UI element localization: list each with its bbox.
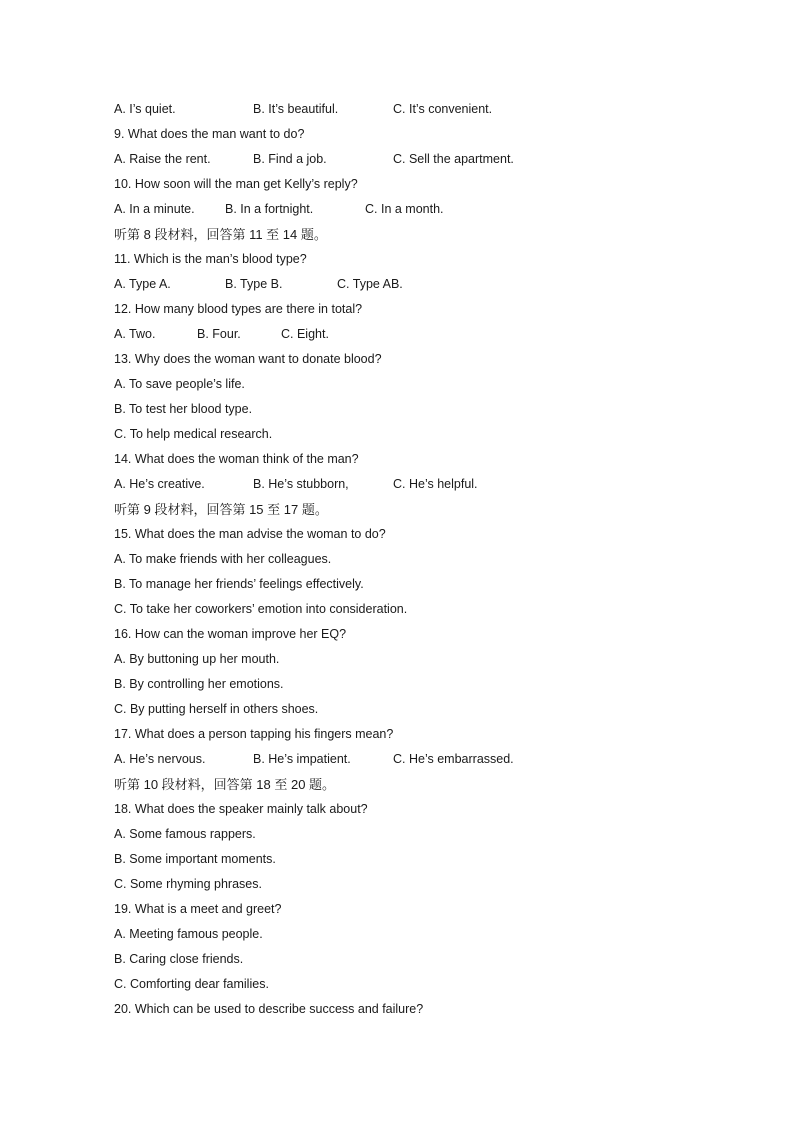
option-b: B. Find a job. xyxy=(253,152,327,166)
section-heading-8: 听第 8 段材料，回答第 11 至 14 题。 xyxy=(114,227,327,242)
option-a: A. Meeting famous people. xyxy=(114,927,263,941)
document-page xyxy=(114,97,714,1022)
option-b: B. He’s stubborn, xyxy=(253,477,349,491)
question-20: 20. Which can be used to describe success and failure? xyxy=(114,1002,424,1016)
question-10: 10. How soon will the man get Kelly’s reply? xyxy=(114,177,358,191)
option-b: B. By controlling her emotions. xyxy=(114,677,284,691)
option-a: A. To make friends with her colleagues. xyxy=(114,552,332,566)
option-a: A. Two. xyxy=(114,327,156,341)
option-c: C. To help medical research. xyxy=(114,427,273,441)
question-19: 19. What is a meet and greet? xyxy=(114,902,282,916)
option-c: C. It’s convenient. xyxy=(393,102,493,116)
option-c: C. Comforting dear families. xyxy=(114,977,269,991)
option-b: B. Type B. xyxy=(225,277,283,291)
option-a: A. By buttoning up her mouth. xyxy=(114,652,280,666)
question-16: 16. How can the woman improve her EQ? xyxy=(114,627,347,641)
option-b: B. Some important moments. xyxy=(114,852,276,866)
options-row xyxy=(114,147,714,172)
question-11: 11. Which is the man’s blood type? xyxy=(114,252,307,266)
question-17: 17. What does a person tapping his fingers mean? xyxy=(114,727,394,741)
section-heading-9: 听第 9 段材料，回答第 15 至 17 题。 xyxy=(114,502,328,517)
option-a: A. Some famous rappers. xyxy=(114,827,256,841)
option-c: C. Sell the apartment. xyxy=(393,152,514,166)
option-b: B. To test her blood type. xyxy=(114,402,253,416)
option-b: B. Caring close friends. xyxy=(114,952,244,966)
question-14: 14. What does the woman think of the man? xyxy=(114,452,359,466)
option-c: C. He’s helpful. xyxy=(393,477,478,491)
section-heading-10: 听第 10 段材料，回答第 18 至 20 题。 xyxy=(114,777,336,792)
options-row xyxy=(114,322,714,347)
question-12: 12. How many blood types are there in total? xyxy=(114,302,363,316)
question-15: 15. What does the man advise the woman to do? xyxy=(114,527,386,541)
question-18: 18. What does the speaker mainly talk about? xyxy=(114,802,368,816)
question-9: 9. What does the man want to do? xyxy=(114,127,305,141)
option-b: B. Four. xyxy=(197,327,241,341)
option-a: A. I’s quiet. xyxy=(114,102,176,116)
option-c: C. To take her coworkers’ emotion into consideration. xyxy=(114,602,408,616)
option-a: A. He’s nervous. xyxy=(114,752,206,766)
options-row xyxy=(114,472,714,497)
option-c: C. In a month. xyxy=(365,202,444,216)
options-row xyxy=(114,272,714,297)
option-b: B. In a fortnight. xyxy=(225,202,314,216)
option-b: B. To manage her friends’ feelings effectively. xyxy=(114,577,364,591)
option-a: A. Raise the rent. xyxy=(114,152,211,166)
option-c: C. Type AB. xyxy=(337,277,403,291)
option-b: B. He’s impatient. xyxy=(253,752,351,766)
option-c: C. Eight. xyxy=(281,327,329,341)
option-a: A. In a minute. xyxy=(114,202,195,216)
question-13: 13. Why does the woman want to donate blood? xyxy=(114,352,382,366)
option-c: C. By putting herself in others shoes. xyxy=(114,702,319,716)
options-row xyxy=(114,97,714,122)
option-c: C. He’s embarrassed. xyxy=(393,752,514,766)
option-c: C. Some rhyming phrases. xyxy=(114,877,262,891)
options-row xyxy=(114,197,714,222)
option-a: A. He’s creative. xyxy=(114,477,205,491)
option-a: A. Type A. xyxy=(114,277,171,291)
option-b: B. It’s beautiful. xyxy=(253,102,339,116)
option-a: A. To save people’s life. xyxy=(114,377,245,391)
options-row xyxy=(114,747,714,772)
